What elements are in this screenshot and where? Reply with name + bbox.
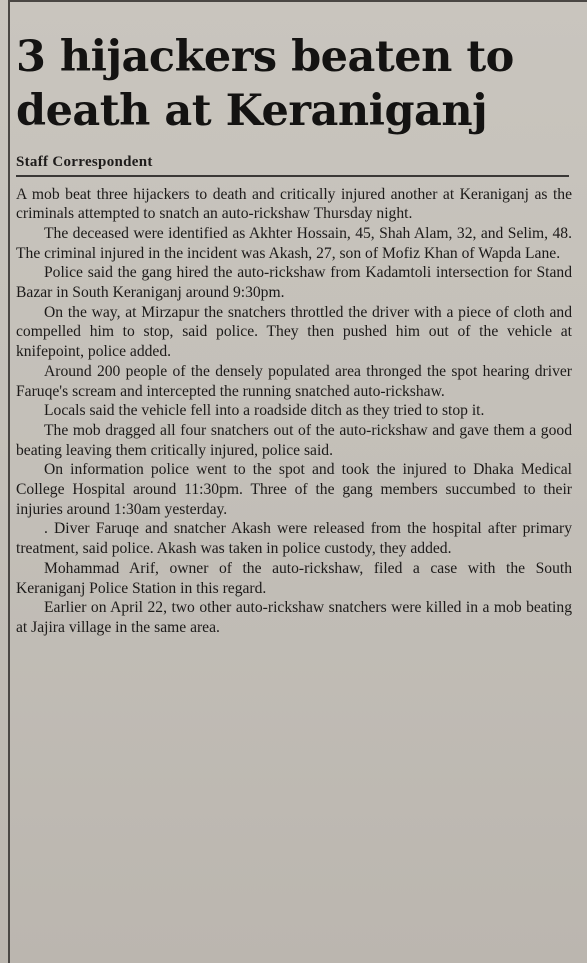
byline: Staff Correspondent	[16, 154, 153, 170]
headline: 3 hijackers beaten to death at Keraniganj	[16, 32, 514, 136]
paragraph-1: A mob beat three hijackers to death and critically injured another at Keraniganj as the criminals attempted to snatch an auto-rickshaw Thursday night.	[16, 185, 572, 223]
article-body	[16, 185, 572, 638]
paragraph-8: On information police went to the spot and took the injured to Dhaka Medical College Hospital around 11:30pm. Three of the gang members succumbed to their injuries around 1:30am yesterday.	[16, 461, 572, 518]
paragraph-11: Earlier on April 22, two other auto-rickshaw snatchers were killed in a mob beating at Jajira village in the same area.	[16, 599, 572, 636]
byline-rule	[16, 175, 569, 177]
paragraph-3: Police said the gang hired the auto-rickshaw from Kadamtoli intersection for Stand Bazar in South Keraniganj around 9:30pm.	[16, 264, 572, 302]
paragraph-4: On the way, at Mirzapur the snatchers throttled the driver with a piece of cloth and compelled him to stop, said police. They then pushed him out of the vehicle at knifepoint, police added.	[16, 303, 572, 361]
paragraph-10: Mohammad Arif, owner of the auto-rickshaw, filed a case with the South Keraniganj Police Station in this regard.	[16, 559, 572, 597]
article	[16, 30, 577, 638]
paragraph-9: . Diver Faruqe and snatcher Akash were released from the hospital after primary treatment, said police. Akash was taken in police custody, they added.	[16, 520, 572, 558]
column-rule-top	[8, 0, 587, 2]
paragraph-6: Locals said the vehicle fell into a roadside ditch as they tried to stop it.	[44, 402, 485, 420]
paragraph-5: Around 200 people of the densely populated area thronged the spot hearing driver Faruqe's scream and intercepted the running snatched auto-rickshaw.	[16, 362, 572, 400]
paragraph-7: The mob dragged all four snatchers out of the auto-rickshaw and gave them a good beating leaving them critically injured, police said.	[16, 421, 572, 459]
paragraph-2: The deceased were identified as Akhter Hossain, 45, Shah Alam, 32, and Selim, 48. The criminal injured in the incident was Akash, 27, son of Mofiz Khan of Wapda Lane.	[16, 224, 572, 262]
column-rule-left	[8, 0, 10, 963]
